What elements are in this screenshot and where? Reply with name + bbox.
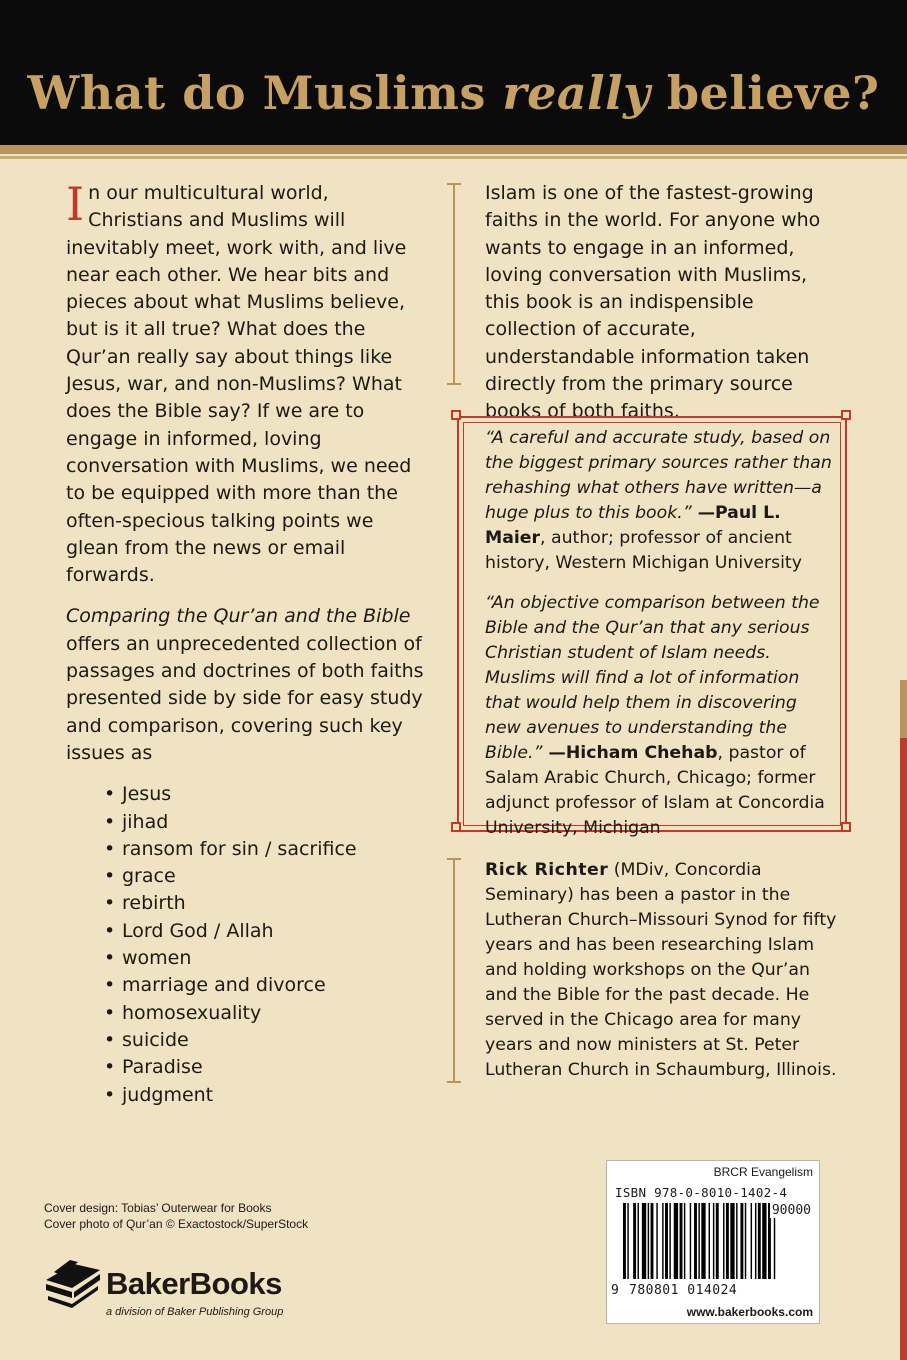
barcode-bar — [736, 1203, 737, 1279]
intro-text: n our multicultural world, Christians and Muslims will inevitably meet, work with, and live near each other. We hear bits and pieces about what Muslims believe, but is it all true? What does the Qur’an really say about things like Jesus, war, and non-Muslims? What does the Bible say? If we are to engage in informed, loving conversation with Muslims, we need to be equipped with more than the often-specious talking points we glean from the news or email forwards. — [66, 182, 412, 587]
offer-text: offers an unprecedented collection of passages and doctrines of both faiths presented side by side for easy study and comparison, covering such key issues as — [66, 632, 424, 764]
barcode-bar — [651, 1203, 654, 1279]
open-book-icon — [44, 1254, 102, 1310]
barcode-bar — [633, 1203, 636, 1279]
quote-dash: — — [691, 503, 715, 523]
list-item: • Lord God / Allah — [122, 918, 426, 945]
design-credit: Cover design: Tobias’ Outerwear for Books — [44, 1201, 272, 1215]
barcode-bar — [627, 1203, 628, 1279]
barcode-bar — [701, 1203, 705, 1279]
list-item: • rebirth — [122, 890, 426, 917]
barcode-bar — [730, 1203, 734, 1279]
isbn-text: ISBN 978-0-8010-1402-4 — [615, 1185, 788, 1200]
barcode-bar — [684, 1203, 685, 1279]
drop-cap: I — [66, 177, 85, 231]
quote-affiliation: , pastor of Salam Arabic Church, Chicago; former adjunct professor of Islam at Concordia University, Michigan — [485, 743, 825, 838]
list-item: • women — [122, 945, 426, 972]
corner-ornament — [451, 822, 461, 832]
header-band — [0, 0, 907, 145]
title-part2: believe? — [650, 66, 880, 120]
barcode-bar — [674, 1203, 678, 1279]
barcode-bar — [698, 1203, 699, 1279]
left-column — [66, 177, 426, 1109]
barcode-bar — [745, 1203, 746, 1279]
divider-cap-bottom — [447, 383, 461, 385]
title-emphasis: really — [502, 66, 651, 120]
spine-edge-red — [900, 738, 907, 1360]
cover-credits — [44, 1200, 308, 1232]
spine-edge-gold — [900, 680, 907, 738]
quote-dash: — — [542, 743, 566, 763]
corner-ornament — [841, 822, 851, 832]
barcode-bar — [638, 1203, 639, 1279]
endorsement-2 — [485, 591, 835, 841]
list-item: • suicide — [122, 1027, 426, 1054]
book-category: BRCR Evangelism — [713, 1165, 813, 1179]
price-code: 90000 — [771, 1203, 811, 1218]
offer-paragraph — [66, 603, 426, 767]
barcode-bar — [665, 1203, 668, 1279]
barcode-bar — [669, 1203, 670, 1279]
list-item: • marriage and divorce — [122, 972, 426, 999]
list-item: • homosexuality — [122, 1000, 426, 1027]
barcode-bar — [656, 1203, 657, 1279]
publisher-name: BakerBooks — [106, 1266, 282, 1301]
page-title — [0, 66, 907, 120]
barcode-bar — [723, 1203, 724, 1279]
list-item: • judgment — [122, 1082, 426, 1109]
barcode-bar — [680, 1203, 683, 1279]
divider-cap-bottom — [447, 1081, 461, 1083]
quote-author: Hicham Chehab — [565, 743, 718, 763]
barcode-bar — [709, 1203, 710, 1279]
column-divider-top — [453, 183, 455, 385]
quote-text: “A careful and accurate study, based on the biggest primary sources rather than rehashing what others have written—a huge plus to this book.” — [485, 428, 832, 523]
endorsement-1 — [485, 426, 835, 576]
gold-rule — [0, 145, 907, 154]
quote-affiliation: , author; professor of ancient history, Western Michigan University — [485, 528, 802, 573]
barcode-bar — [751, 1203, 752, 1279]
publisher-logo — [44, 1248, 304, 1328]
barcode-bar — [755, 1203, 756, 1279]
barcode-digits: 780801 014024 — [629, 1283, 738, 1298]
publisher-url: www.bakerbooks.com — [686, 1305, 813, 1319]
right-intro: Islam is one of the fastest-growing faiths in the world. For anyone who wants to engage in an informed, loving conversation with Muslims, this book is an indispensible collection of accurate, understandable information taken directly from the primary source books of both faiths. — [485, 182, 821, 423]
title-part1: What do Muslims — [27, 66, 503, 120]
quote-author: Paul L. Maier — [485, 503, 781, 548]
barcode-bar — [648, 1203, 649, 1279]
list-item: • Paradise — [122, 1054, 426, 1081]
list-item: • grace — [122, 863, 426, 890]
list-item: • Jesus — [122, 781, 426, 808]
author-name: Rick Richter — [485, 860, 609, 880]
barcode-first-digit: 9 — [611, 1283, 619, 1298]
corner-ornament — [451, 410, 461, 420]
gold-rule-thin — [0, 156, 907, 159]
barcode-bar — [713, 1203, 714, 1279]
barcode-bar — [762, 1203, 766, 1279]
publisher-division: a division of Baker Publishing Group — [106, 1306, 284, 1318]
book-title: Comparing the Qur’an and the Bible — [66, 605, 411, 628]
barcode-bar — [726, 1203, 729, 1279]
barcode-bar — [758, 1203, 761, 1279]
corner-ornament — [841, 410, 851, 420]
photo-credit: Cover photo of Qur’an © Exactostock/SuperStock — [44, 1217, 309, 1231]
endorsements — [485, 426, 835, 856]
intro-paragraph — [66, 177, 426, 589]
barcode-bar — [716, 1203, 719, 1279]
barcode-bar — [694, 1203, 697, 1279]
author-bio — [485, 858, 845, 1083]
barcode-bar — [662, 1203, 663, 1279]
barcode-bar — [690, 1203, 691, 1279]
barcode-panel — [606, 1160, 820, 1324]
list-item: • jihad — [122, 809, 426, 836]
list-item: • ransom for sin / sacrifice — [122, 836, 426, 863]
issues-list — [122, 781, 426, 1109]
barcode-bar — [623, 1203, 626, 1279]
quote-text: “An objective comparison between the Bible and the Qur’an that any serious Christian student of Islam needs. Muslims will find a lot of information that would help them in discovering new avenues to understanding the Bible.” — [485, 593, 820, 763]
barcode-bar — [740, 1203, 743, 1279]
bio-text: (MDiv, Concordia Seminary) has been a pastor in the Lutheran Church–Missouri Synod for fifty years and has been researching Islam and holding workshops on the Qur’an and the Bible for the past decade. He served in the Chicago area for many years and now ministers at St. Peter Lutheran Church in Schaumburg, Illinois. — [485, 860, 837, 1080]
column-divider-bottom — [453, 858, 455, 1083]
barcode-bar — [642, 1203, 646, 1279]
